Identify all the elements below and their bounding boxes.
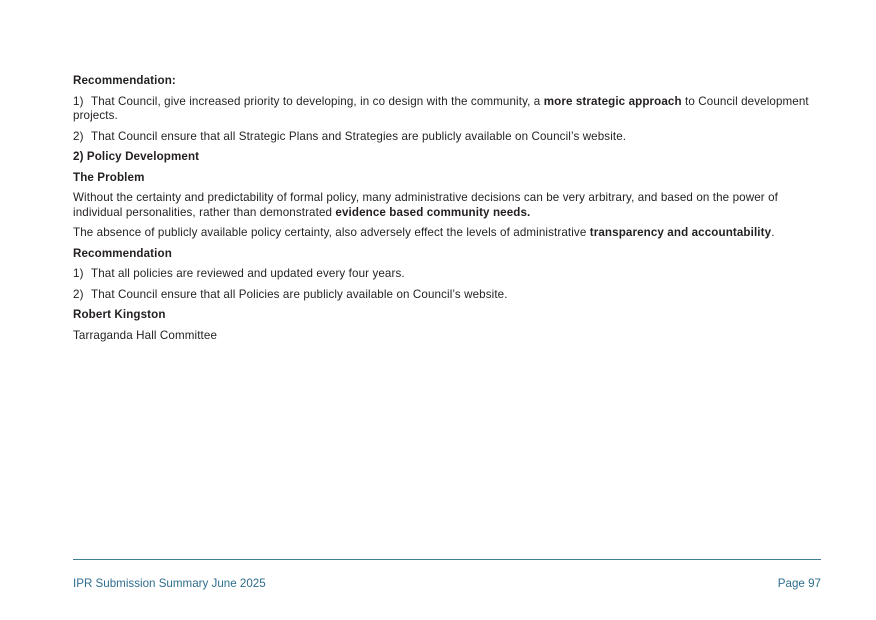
- text-run: That Council ensure that all Strategic Plans and Strategies are publicly available on Council’s website.: [91, 129, 627, 143]
- body-paragraph: [73, 226, 821, 241]
- list-item-number: 2): [73, 129, 84, 143]
- text-run: The absence of publicly available policy certainty, also adversely effect the levels of administrative: [73, 226, 590, 239]
- list-item-number: 2): [73, 287, 84, 301]
- body-paragraph: [73, 191, 821, 220]
- list-item-number: 1): [73, 94, 84, 108]
- text-run: That Council, give increased priority to developing, in co design with the community, a: [91, 94, 544, 108]
- numbered-list-item: [73, 95, 821, 124]
- heading-text: Robert Kingston: [73, 308, 166, 321]
- emphasis-text: transparency and accountability: [589, 226, 772, 239]
- text-run: That all policies are reviewed and updated every four years.: [91, 267, 405, 280]
- list-item-number: 1): [73, 267, 84, 280]
- numbered-list-item: [73, 288, 821, 303]
- heading-text: Recommendation:: [73, 74, 176, 87]
- footer-divider: [73, 559, 821, 560]
- text-run: Tarraganda Hall Committee: [73, 328, 218, 342]
- text-run: Without the certainty and predictability of formal policy, many administrative decisions can be very arbitrary, and based on the power of individual personalities, rather than demonstrated: [73, 191, 778, 219]
- text-run: .: [771, 226, 775, 239]
- section-heading: [73, 150, 821, 165]
- heading-text: Recommendation: [73, 246, 172, 260]
- heading-text: 2) Policy Development: [73, 150, 200, 163]
- footer-page-number: Page 97: [777, 577, 821, 590]
- body-paragraph: [73, 329, 821, 344]
- heading-text: The Problem: [73, 170, 145, 184]
- document-body: [73, 74, 821, 349]
- section-heading: [73, 308, 821, 323]
- section-heading: [73, 247, 821, 262]
- text-run: to Council development projects.: [73, 94, 809, 122]
- section-heading: [73, 74, 821, 89]
- section-heading: [73, 171, 821, 186]
- numbered-list-item: [73, 267, 821, 282]
- text-run: That Council ensure that all Policies are publicly available on Council’s website.: [91, 287, 508, 301]
- emphasis-text: evidence based community needs.: [335, 205, 531, 219]
- page-footer: [73, 577, 821, 590]
- emphasis-text: more strategic approach: [543, 94, 682, 108]
- numbered-list-item: [73, 130, 821, 145]
- footer-document-title: IPR Submission Summary June 2025: [73, 577, 266, 590]
